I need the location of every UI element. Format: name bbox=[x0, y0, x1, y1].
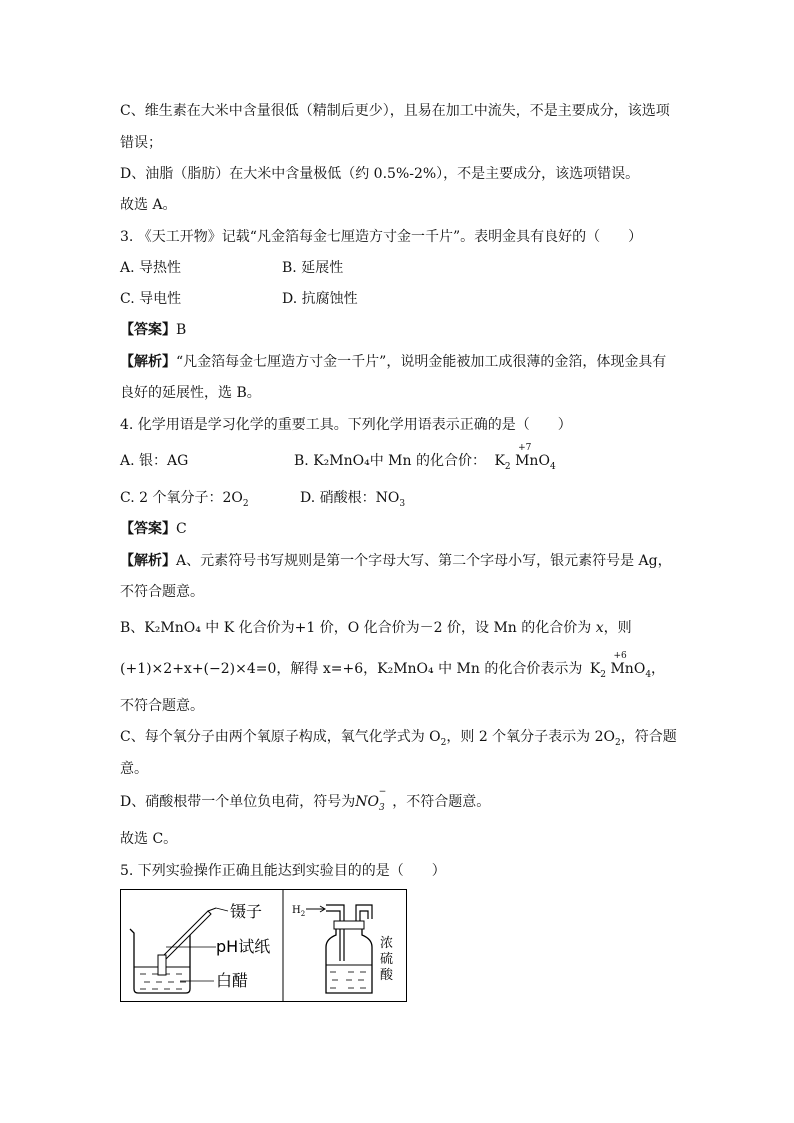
label-acid-1: 浓 bbox=[380, 936, 394, 951]
tweezers bbox=[160, 911, 211, 961]
option-label: B. bbox=[294, 453, 309, 469]
question-3: 3. 《天工开物》记载“凡金箔每金七厘造方寸金一千片”。表明金具有良好的（ ） bbox=[120, 229, 643, 245]
text-line: D、油脂（脂肪）在大米中含量极低（约 0.5%-2%），不是主要成分，该选项错误。 bbox=[120, 166, 640, 182]
q3-option-b: B. 延展性 bbox=[282, 260, 344, 276]
label-acid-2: 硫 bbox=[380, 952, 394, 967]
explanation-tag: 【解析】 bbox=[120, 553, 176, 569]
q3-answer bbox=[120, 321, 186, 339]
q4-options-row2 bbox=[120, 489, 406, 509]
formula-k2mno4: K₂MnO₄ bbox=[313, 453, 370, 469]
q3-option-d: D. 抗腐蚀性 bbox=[282, 291, 358, 307]
text-line: C、维生素在大米中含量很低（精制后更少），且易在加工中流失，不是主要成分，该选项 bbox=[120, 103, 670, 119]
answer-tag: 【答案】 bbox=[120, 322, 176, 338]
q4-answer bbox=[120, 520, 187, 538]
q3-options-row2 bbox=[120, 290, 358, 308]
liquid-dashes bbox=[140, 974, 186, 989]
q4-option-a: A. 银：AG bbox=[120, 453, 189, 469]
experiment-figure bbox=[120, 889, 407, 1002]
q3-explanation-1 bbox=[120, 353, 666, 371]
q4-explanation-1 bbox=[120, 552, 672, 570]
option-text: 中 Mn 的化合价： bbox=[369, 453, 486, 469]
q4-explanation-b3: 不符合题意。 bbox=[120, 698, 204, 714]
answer-value: C bbox=[176, 521, 187, 537]
q4-option-b bbox=[294, 443, 556, 472]
answer-tag: 【答案】 bbox=[120, 521, 176, 537]
explanation-text: “凡金箔每金七厘造方寸金一千片”，说明金能被加工成很薄的金箔，体现金具有 bbox=[176, 354, 667, 370]
q3-explanation-2: 良好的延展性，选 B。 bbox=[120, 385, 261, 401]
gas-bottle-setup bbox=[292, 905, 394, 993]
label-ph-paper: pH试纸 bbox=[216, 937, 271, 956]
beaker-setup bbox=[130, 902, 270, 993]
label-vinegar: 白醋 bbox=[216, 971, 249, 990]
formula-valence: $K_2$ Mn +6 $O_4$ bbox=[589, 651, 652, 680]
q4-explanation-c1: C、每个氧分子由两个氧原子构成，氧气化学式为 $O_2$，则 2 个氧分子表示为 $2O_2$，符合题 bbox=[120, 729, 677, 748]
question-4: 4. 化学用语是学习化学的重要工具。下列化学用语表示正确的是（ ） bbox=[120, 417, 572, 433]
explanation-tag: 【解析】 bbox=[120, 354, 176, 370]
explanation-text: A、元素符号书写规则是第一个字母大写、第二个字母小写，银元素符号是 Ag， bbox=[176, 553, 672, 569]
q4-explanation-c2: 意。 bbox=[120, 761, 148, 777]
label-acid-3: 酸 bbox=[380, 968, 394, 983]
formula-valence: $K_2$ Mn +7 $O_4$ bbox=[494, 443, 556, 472]
q3-option-a: A. 导热性 bbox=[120, 260, 182, 276]
text-line: 错误； bbox=[120, 135, 162, 151]
q3-options-row1 bbox=[120, 259, 344, 277]
text-line: 故选 A。 bbox=[120, 197, 177, 213]
q4-options-row1 bbox=[120, 443, 556, 472]
q4-explanation-2: 不符合题意。 bbox=[120, 584, 204, 600]
answer-value: B bbox=[176, 322, 187, 338]
q4-explanation-d1: D、硝酸根带一个单位负电荷，符号为$NO_3^-$，不符合题意。 bbox=[120, 787, 491, 813]
label-h2: $H_2$ bbox=[292, 905, 306, 918]
ph-paper bbox=[158, 955, 166, 975]
q4-option-d: D. 硝酸根：$NO_3$ bbox=[300, 490, 406, 509]
q4-end: 故选 C。 bbox=[120, 831, 178, 847]
label-tweezers: 镊子 bbox=[230, 902, 263, 921]
q4-option-c: C. 2 个氧分子：$2O_2$ bbox=[120, 490, 249, 509]
q4-explanation-b2: (+1)×2+x+(−2)×4=0，解得 x=+6，K₂MnO₄ 中 Mn 的化合价表示为 $K_2$ Mn +6 $O_4$， bbox=[120, 651, 666, 680]
bottle bbox=[326, 929, 372, 993]
q3-option-c: C. 导电性 bbox=[120, 291, 182, 307]
q4-explanation-b1: B、K₂MnO₄ 中 K 化合价为+1 价，O 化合价为－2 价，设 Mn 的化合价为 x，则 bbox=[120, 620, 632, 636]
question-5: 5. 下列实验操作正确且能达到实验目的的是（ ） bbox=[120, 863, 446, 879]
